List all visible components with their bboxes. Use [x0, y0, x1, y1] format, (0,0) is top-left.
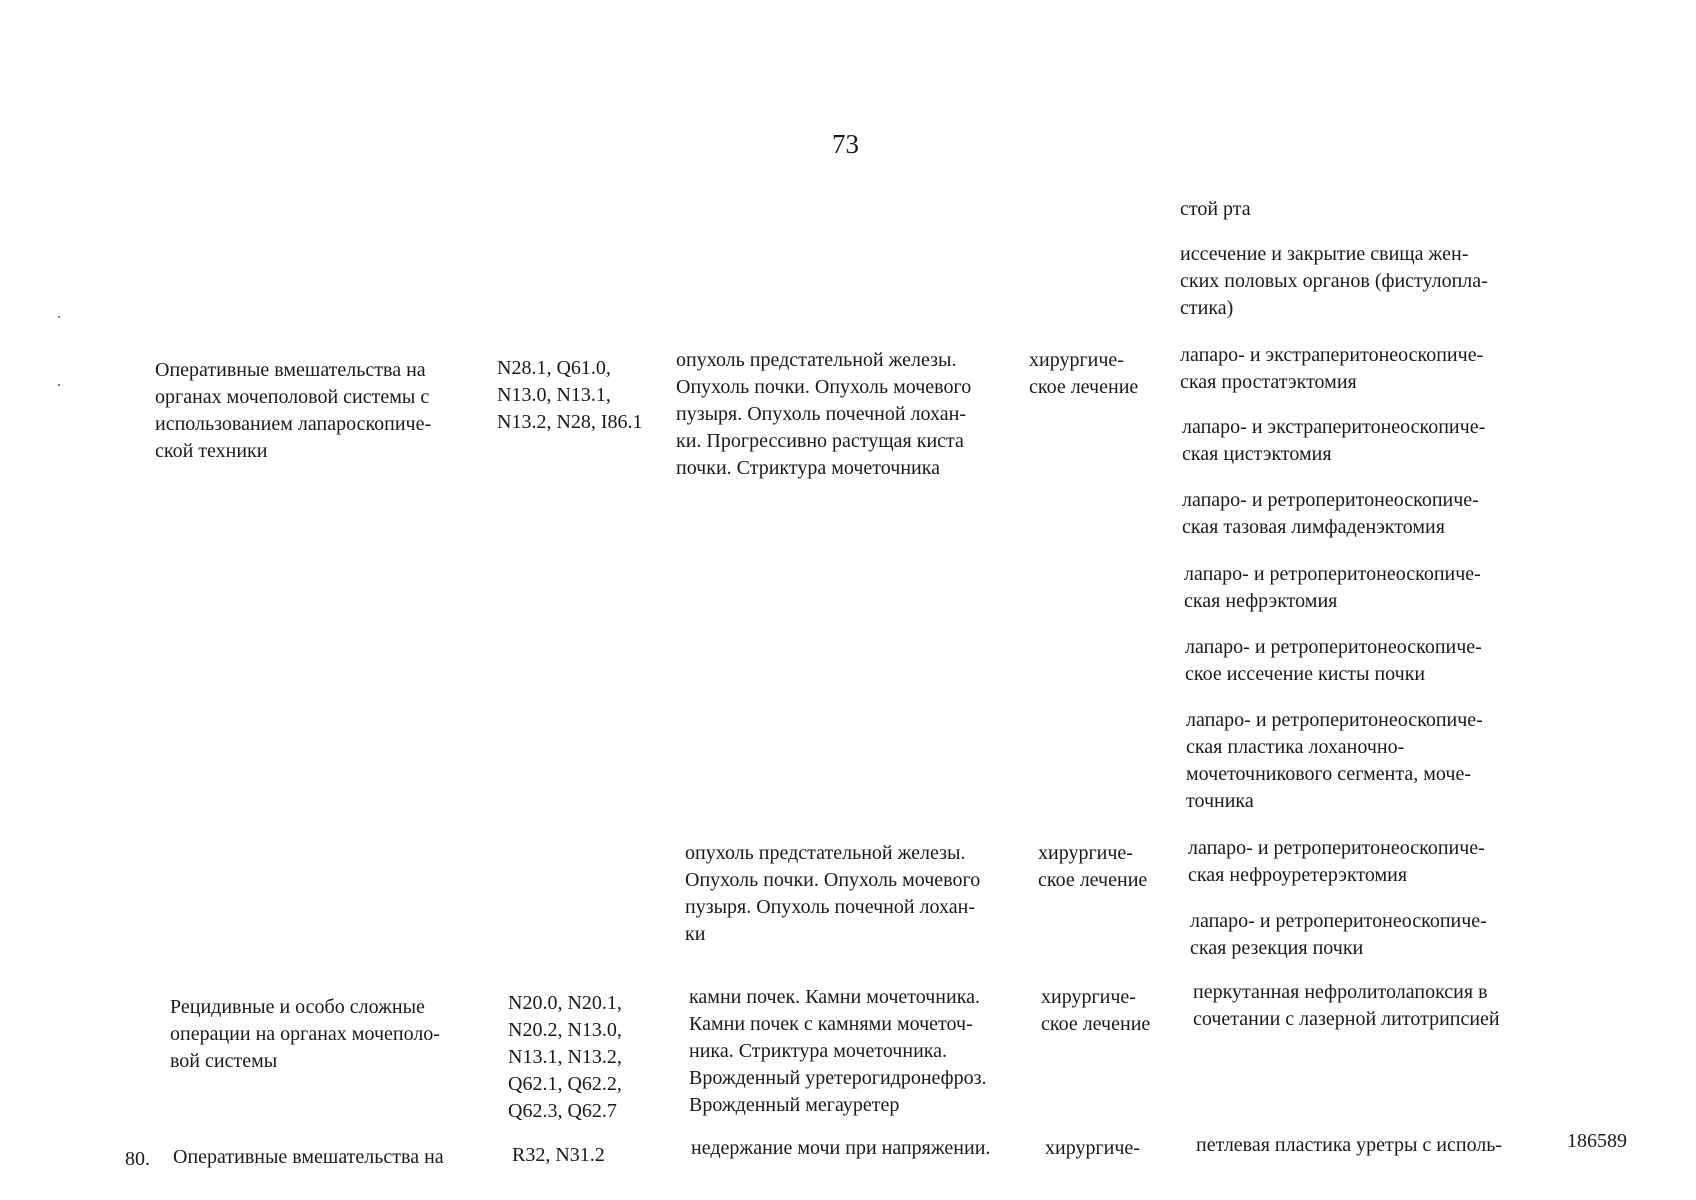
text-line: опухоль предстательной железы.	[676, 349, 957, 371]
text-line: ское лечение	[1038, 869, 1148, 891]
text-line: Врожденный мегауретер	[689, 1094, 900, 1116]
text-line: ская цистэктомия	[1182, 443, 1332, 465]
text-line: N13.1, N13.2,	[508, 1046, 622, 1068]
text-line: R32, N31.2	[512, 1144, 605, 1166]
text-line: опухоль предстательной железы.	[685, 842, 966, 864]
method-item	[1193, 979, 1500, 1033]
text-line: Q62.3, Q62.7	[508, 1100, 617, 1122]
method-item	[1180, 342, 1483, 396]
text-line: ки. Прогрессивно растущая киста	[676, 430, 964, 452]
method-item	[1182, 487, 1479, 541]
diagnosis	[689, 984, 987, 1119]
treatment-type	[1038, 840, 1147, 894]
text-line: лапаро- и экстраперитонеоскопиче-	[1180, 344, 1484, 366]
method-item	[1185, 634, 1482, 688]
treatment-type	[1041, 984, 1150, 1038]
text-line: лапаро- и ретроперитонеоскопиче-	[1188, 837, 1485, 859]
scan-speck	[58, 384, 60, 386]
text-line: петлевая пластика уретры с исполь-	[1196, 1134, 1503, 1156]
text-line: перкутанная нефролитолапоксия в	[1193, 981, 1488, 1003]
method-item	[1184, 561, 1481, 615]
scan-speck	[58, 316, 60, 318]
text-line: Опухоль почки. Опухоль мочевого	[685, 869, 981, 891]
text-line: N28.1, Q61.0,	[497, 357, 611, 379]
diagnosis	[691, 1135, 990, 1162]
text-line: стика)	[1180, 297, 1234, 319]
procedure-name	[173, 1144, 444, 1171]
text-line: лапаро- и ретроперитонеоскопиче-	[1186, 709, 1483, 731]
row-number: 80.	[125, 1148, 150, 1170]
text-line: вой системы	[170, 1050, 278, 1072]
text-line: лапаро- и ретроперитонеоскопиче-	[1182, 489, 1479, 511]
text-line: Q62.1, Q62.2,	[508, 1073, 622, 1095]
text-line: камни почек. Камни мочеточника.	[689, 986, 980, 1008]
text-line: пузыря. Опухоль почечной лохан-	[676, 403, 967, 425]
icd-codes	[497, 355, 643, 436]
text-line: лапаро- и ретроперитонеоскопиче-	[1184, 563, 1481, 585]
text-line: операции на органах мочеполо-	[170, 1023, 440, 1045]
text-line: Опухоль почки. Опухоль мочевого	[676, 376, 972, 398]
text-line: хирургиче-	[1041, 986, 1136, 1008]
treatment-type	[1029, 347, 1138, 401]
procedure-name	[155, 357, 431, 465]
procedure-name	[170, 994, 440, 1075]
text-line: N20.2, N13.0,	[508, 1019, 622, 1041]
text-line: ской техники	[155, 440, 268, 462]
text-line: органах мочеполовой системы с	[155, 386, 430, 408]
method-continuation	[1180, 196, 1251, 223]
text-line: ская простатэктомия	[1180, 371, 1357, 393]
text-line: ское лечение	[1041, 1013, 1151, 1035]
text-line: лапаро- и ретроперитонеоскопиче-	[1190, 910, 1487, 932]
text-line: ское лечение	[1029, 376, 1139, 398]
cost-value: 186589	[1567, 1130, 1627, 1152]
text-line: лапаро- и ретроперитонеоскопиче-	[1185, 636, 1482, 658]
text-line: ки	[685, 923, 706, 945]
text-line: ских половых органов (фистулопла-	[1180, 270, 1488, 292]
text-line: хирургиче-	[1038, 842, 1133, 864]
text-line: Оперативные вмешательства на	[173, 1146, 444, 1168]
text-line: N13.2, N28, I86.1	[497, 411, 643, 433]
text-line: использованием лапароскопиче-	[155, 413, 432, 435]
text-line: точника	[1186, 790, 1254, 812]
text-line: сочетании с лазерной литотрипсией	[1193, 1008, 1500, 1030]
icd-codes	[508, 990, 622, 1125]
text-line: хирургиче-	[1045, 1137, 1140, 1159]
text-line: Врожденный уретерогидронефроз.	[689, 1067, 987, 1089]
text-line: ская нефроуретерэктомия	[1188, 864, 1408, 886]
diagnosis	[685, 840, 980, 948]
text-line: N13.0, N13.1,	[497, 384, 611, 406]
text-line: ская резекция почки	[1190, 937, 1364, 959]
method-item	[1196, 1132, 1502, 1159]
page-number: 73	[832, 129, 859, 159]
icd-codes	[512, 1142, 605, 1169]
text-line: N20.0, N20.1,	[508, 992, 622, 1014]
text-line: Оперативные вмешательства на	[155, 359, 426, 381]
text-line: пузыря. Опухоль почечной лохан-	[685, 896, 976, 918]
text-line: хирургиче-	[1029, 349, 1124, 371]
text-line: почки. Стриктура мочеточника	[676, 457, 941, 479]
text-line: стой рта	[1180, 198, 1251, 220]
method-item	[1186, 707, 1483, 815]
text-line: лапаро- и экстраперитонеоскопиче-	[1182, 416, 1486, 438]
method-item	[1180, 241, 1488, 322]
text-line: ская пластика лоханочно-	[1186, 736, 1405, 758]
text-line: Камни почек с камнями мочеточ-	[689, 1013, 973, 1035]
text-line: иссечение и закрытие свища жен-	[1180, 243, 1469, 265]
text-line: Рецидивные и особо сложные	[170, 996, 425, 1018]
method-item	[1188, 835, 1485, 889]
text-line: недержание мочи при напряжении.	[691, 1137, 991, 1159]
treatment-type	[1045, 1135, 1140, 1162]
diagnosis	[676, 347, 971, 482]
method-item	[1182, 414, 1485, 468]
text-line: ское иссечение кисты почки	[1185, 663, 1426, 685]
text-line: мочеточникового сегмента, моче-	[1186, 763, 1471, 785]
text-line: ская нефрэктомия	[1184, 590, 1338, 612]
text-line: ская тазовая лимфаденэктомия	[1182, 516, 1445, 538]
text-line: ника. Стриктура мочеточника.	[689, 1040, 948, 1062]
method-item	[1190, 908, 1487, 962]
